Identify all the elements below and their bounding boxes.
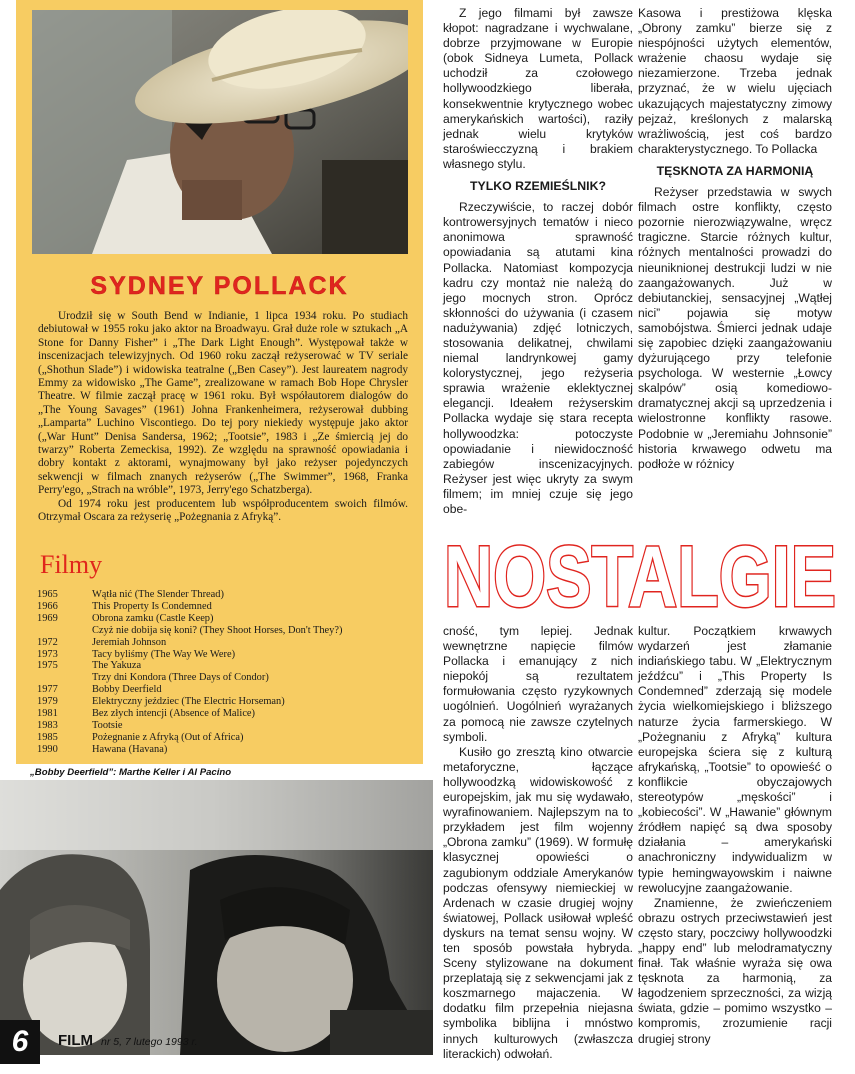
section-heading: TĘSKNOTA ZA HARMONIĄ bbox=[656, 163, 814, 178]
film-year: 1973 bbox=[37, 648, 58, 660]
portrait-photo bbox=[32, 10, 408, 254]
film-year: 1969 bbox=[37, 612, 58, 624]
film-title: Tootsie bbox=[92, 719, 123, 731]
filmography-row bbox=[37, 613, 417, 625]
filmography-row bbox=[37, 708, 417, 720]
article-paragraph: Kusiło go zresztą kino otwarcie metaforyczne, łączące hollywoodzką widowiskowość z europejskim, jak mu się wydawało, wyrafinowaniem. Najlepszym na to przykładem jest film wojenny „Obrona zamku” (1969). W formułę klasycznej opowieści o zagubionym oddziale Amerykanów podczas ofensywy niemieckiej w Ardenach w czasie drugiej wojny światowej, Pollack usiłował wpleść dyskurs na temat sensu wojny. W ten sposób powstała hybryda. Sceny stylizowane na dokument przeplatają się z sekwencjami jak z koszmarnego majaczenia. W dodatku film przepełnia niejasna symbolika biblijna i mnóstwo innych kulturowych (zwłaszcza literackich) odwołań. bbox=[443, 744, 633, 1061]
article-column-1-top bbox=[443, 6, 633, 517]
bio-paragraph: Urodził się w South Bend w Indianie, 1 lipca 1934 roku. Po studiach debiutował w 1955 roku jako aktor na Broadwayu. Grał duże role w sztukach „A Stone for Danny Fisher” i „The Dark Light Enough”. Występował także w inscenizacjach telewizyjnych. Od 1960 roku zaczął reżyserować w TV seriale („Shothun Slade”) i widowiska teatralne („Ben Casey”). Jest laureatem nagrody Emmy za widowisko „The Game”, zrealizowane w ramach Bob Hope Chrysler Theatre. W filmie zaczął pracę w 1961 roku. Był współautorem dialogów do „The Young Savages” (1961) Johna Frankenheimera, reżyserował dubbing „Lamparta” Luchino Viscontiego. Do tej pory niekiedy występuje jako aktor („War Hunt” Denisa Sandersa, 1962; „Tootsie”, 1983 i „Ze śmiercią jej do twarzy” Roberta Zemeckisa, 1992). Ze względu na sprawność opowiadania i dobry kontakt z aktorami, wynajmowany był jako reżyser pojedynczych sekwencji w filmach znanych reżyserów („The Swimmer”, 1968, Franka Perry'ego, „Strach na wróble”, 1973, Jerry'ego Schatzberga). bbox=[38, 310, 408, 497]
film-year bbox=[37, 672, 92, 684]
filmography-row bbox=[37, 637, 417, 649]
article-paragraph: Reżyser przedstawia w swych filmach ostre konflikty, często pozornie nierozwiązywalne, wręcz tragiczne. Starcie różnych kultur, różnych mentalności prowadzi do nieuniknionej destrukcji ludzi w nie zaangażowanych. Już w debiutanckiej, sensacyjnej „Wątłej nici” pojawia się motyw samobójstwa. Śmierci jednak udaje się zapobiec dzięki zaangażowaniu dyżurującego przy telefonie psychologa. W westernie „Łowcy skalpów” osią komediowo-dramatycznej akcji są uprzedzenia i wielostronne konflikty rasowe. Podobnie w „Jeremiahu Johnsonie” historia krwawego odwetu ma podłoże w różnicy bbox=[638, 185, 832, 471]
article-column-2-top bbox=[638, 6, 832, 472]
film-title: The Yakuza bbox=[92, 660, 142, 672]
film-still-photo bbox=[0, 780, 433, 1055]
film-year: 1977 bbox=[37, 684, 58, 696]
issue-info: nr 5, 7 lutego 1993 r. bbox=[101, 1036, 198, 1048]
film-year: 1985 bbox=[37, 731, 58, 743]
film-year: 1979 bbox=[37, 696, 58, 708]
filmography-row bbox=[37, 660, 417, 672]
film-year: 1972 bbox=[37, 636, 58, 648]
article-paragraph: cność, tym lepiej. Jednak wewnętrzne napięcie filmów Pollacka i emanujący z nich niepokój są rezultatem formułowania często ryzykownych uogólnień. Uogólnień wyrażanych za pomocą nie zawsze czytelnych symboli. bbox=[443, 624, 633, 744]
filmography-row bbox=[37, 625, 417, 637]
film-title: Trzy dni Kondora (Three Days of Condor) bbox=[92, 672, 269, 684]
film-title: Jeremiah Johnson bbox=[92, 636, 167, 648]
film-title: Obrona zamku (Castle Keep) bbox=[92, 612, 214, 624]
filmography-row bbox=[37, 684, 417, 696]
filmography-row bbox=[37, 720, 417, 732]
article-paragraph: Z jego filmami był zawsze kłopot: nagradzane i wychwalane, dobrze przyjmowane w Europie (obok Sidneya Lumeta, Pollack uchodził za czołowego hollywoodzkiego liberała, konsekwentnie krytycznego wobec amerykańskich wartości), raziły jednak wielu krytyków staroświecczyzną i brakiem własnego stylu. bbox=[443, 6, 633, 171]
filmography-row bbox=[37, 696, 417, 708]
article-column-2-bottom bbox=[638, 624, 832, 1047]
article-column-1-bottom bbox=[443, 624, 633, 1062]
film-title: Bobby Deerfield bbox=[92, 684, 162, 696]
photo-caption: „Bobby Deerfield”: Marthe Keller i Al Pacino bbox=[30, 767, 232, 778]
film-title: Elektryczny jeździec (The Electric Horseman) bbox=[92, 696, 285, 708]
film-year: 1975 bbox=[37, 660, 58, 672]
film-title: Pożegnanie z Afryką (Out of Africa) bbox=[92, 731, 244, 743]
film-year: 1965 bbox=[37, 589, 58, 600]
film-year bbox=[37, 625, 92, 637]
film-year: 1983 bbox=[37, 719, 58, 731]
article-paragraph: Znamienne, że zwieńczeniem obrazu ostrych przeciwstawień jest często stary, poczciwy hollywoodzki „happy end” lub melodramatyczny finał. Tak właśnie wyraża się owa tęsknota za harmonią, za łagodzeniem sprzeczności, za wizją świata, gdzie – pomimo wszystko – kompromis, zrozumienie racji drugiej strony bbox=[638, 895, 832, 1046]
biography bbox=[38, 310, 408, 525]
filmography-row bbox=[37, 672, 417, 684]
film-title: Tacy byliśmy (The Way We Were) bbox=[92, 648, 236, 660]
filmography-row bbox=[37, 744, 417, 756]
film-title: Czyż nie dobija się koni? (They Shoot Horses, Don't They?) bbox=[92, 624, 343, 636]
filmography-row bbox=[37, 732, 417, 744]
bio-title: SYDNEY POLLACK bbox=[90, 272, 349, 300]
article-paragraph: Rzeczywiście, to raczej dobór kontrowersyjnych tematów i nieco anonimowa sprawność opowiadania są atutami kina Pollacka. Natomiast kompozycja kadru czy montaż nie należą do jego mocnych stron. Oprócz skłonności do używania (i czasem nadużywania) zdjęć lotniczych, stosowania delikatnej, chwilami niemal landrynkowej gamy kolorystycznej, jego reżyseria sprawia wrażenie eklektycznej elegancji. Ideałem reżyserskim Pollacka wydaje się stara recepta hollywoodzka: potoczyste opowiadanie i niewidoczność zabiegów inscenizacyjnych. Reżyser jest więc ukryty za swym filmem; im mniej czuje się jego obe- bbox=[443, 200, 633, 516]
film-title: Bez złych intencji (Absence of Malice) bbox=[92, 708, 256, 720]
magazine-name: FILM bbox=[58, 1032, 93, 1049]
filmography-row bbox=[37, 601, 417, 613]
filmography-row bbox=[37, 589, 417, 601]
article-paragraph: Kasowa i prestiżowa klęska „Obrony zamku” bierze się z niespójności użytych elementów, wrażenie chaosu wydaje się niezamierzone. Trzeba jednak przyznać, że w wielu ujęciach ukazujących majestatyczny zimowy pejzaż, kreślonych z malarską wrażliwością, jest coś bardzo charakterystycznego. To Pollacka bbox=[638, 6, 832, 156]
footer-issue-line bbox=[58, 1032, 198, 1049]
section-heading: TYLKO RZEMIEŚLNIK? bbox=[470, 179, 606, 194]
film-year: 1966 bbox=[37, 600, 58, 612]
film-year: 1981 bbox=[37, 708, 58, 720]
filmography-row bbox=[37, 649, 417, 661]
filmography-list bbox=[37, 589, 417, 756]
film-title: This Property Is Condemned bbox=[92, 600, 212, 612]
headline bbox=[440, 520, 840, 620]
filmography-heading: Filmy bbox=[40, 550, 103, 579]
film-year: 1990 bbox=[37, 743, 58, 755]
headline-text: NOSTALGIE bbox=[444, 529, 836, 620]
film-title: Hawana (Havana) bbox=[92, 743, 168, 755]
page-number: 6 bbox=[0, 1020, 40, 1064]
article-paragraph: kultur. Początkiem krwawych wydarzeń jest złamanie indiańskiego tabu. W „Elektrycznym jeźdźcu” i „This Property Is Condemned” zderzają się modele życia wielkomiejskiego i bliższego naturze życia farmerskiego. W „Pożegnaniu z Afryką” kultura europejska ściera się z kulturą afrykańską, „Tootsie” to opowieść o konflikcie obyczajowych stereotypów „męskości” i „kobiecości”. W „Hawanie” głównym źródłem napięć są dwa sposoby działania – amerykański anachroniczny indywidualizm w typie hemingwayowskim i naiwne rewolucyjne zaangażowanie. bbox=[638, 624, 832, 895]
bio-paragraph: Od 1974 roku jest producentem lub współproducentem swoich filmów. Otrzymał Oscara za reżyserię „Pożegnania z Afryką”. bbox=[38, 497, 408, 524]
film-title: Wątła nić (The Slender Thread) bbox=[92, 589, 224, 600]
